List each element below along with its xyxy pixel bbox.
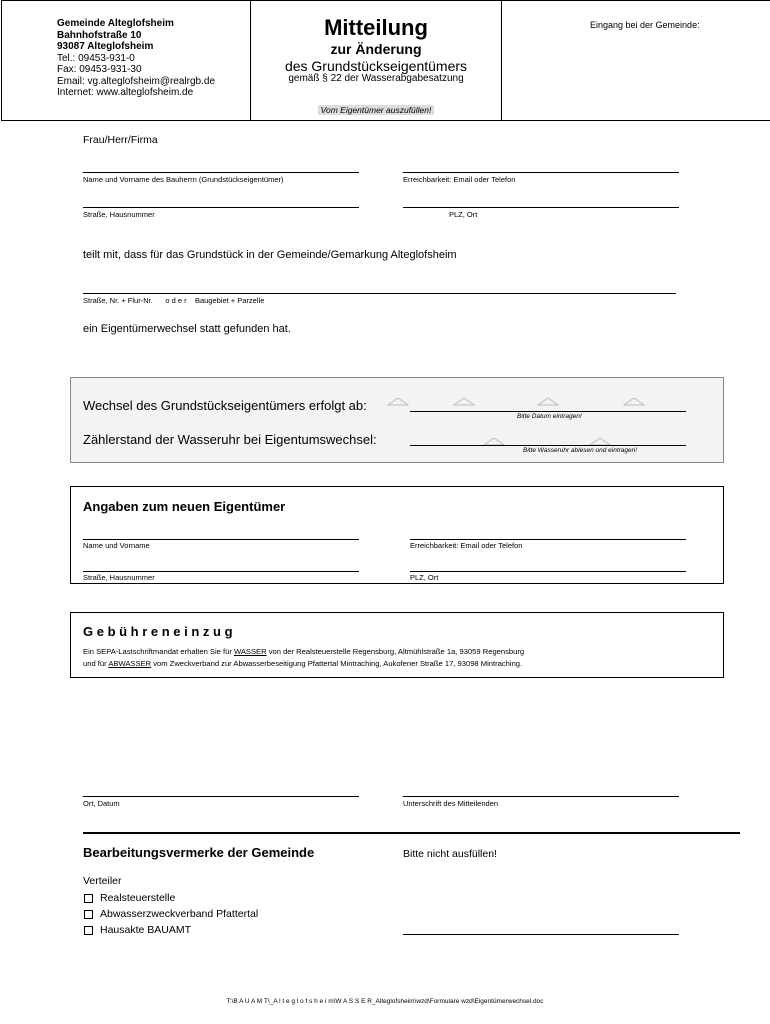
owner-contact-label: Erreichbarkeit: Email oder Telefon — [403, 175, 516, 184]
header-receipt-box[interactable] — [501, 0, 770, 121]
form-subtitle-3: gemäß § 22 der Wasserabgabesatzung — [288, 73, 464, 84]
watermark-icon — [537, 396, 559, 408]
municipality-street: Bahnhofstraße 10 — [57, 29, 142, 41]
form-title: Mitteilung — [324, 15, 428, 40]
fees-line-water-pre: Ein SEPA-Lastschriftmandat erhalten Sie für — [83, 647, 234, 656]
distribution-label: Verteiler — [83, 875, 122, 887]
municipality-name: Gemeinde Alteglofsheim — [57, 18, 174, 29]
property-label-area: Baugebiet + Parzelle — [194, 296, 265, 305]
place-date-label: Ort, Datum — [83, 799, 120, 808]
change-date-label: Wechsel des Grundstückseigentümers erfolgt ab: — [83, 398, 367, 413]
change-date-field[interactable] — [410, 411, 686, 412]
meter-reading-label: Zählerstand der Wasseruhr bei Eigentumswechsel: — [83, 432, 377, 447]
checkbox-tax-office-label: Realsteuerstelle — [100, 892, 176, 904]
owner-zip-label: PLZ, Ort — [449, 210, 478, 219]
owner-fill-note: Vom Eigentümer auszufüllen! — [318, 105, 435, 115]
receipt-label: Eingang bei der Gemeinde: — [590, 20, 700, 30]
fees-line-water-post: von der Realsteuerstelle Regensburg, Altmühlstraße 1a, 93059 Regensburg — [266, 647, 525, 656]
new-owner-contact-label: Erreichbarkeit: Email oder Telefon — [410, 541, 523, 550]
office-processing-field[interactable] — [403, 934, 679, 935]
fees-line-sewage-pre: und für — [83, 659, 109, 668]
watermark-icon — [453, 396, 475, 408]
fees-line-sewage-post: vom Zweckverband zur Abwasserbeseitigung Pfattertal Mintraching, Aukofener Straße 17, 93098 Mintraching. — [151, 659, 523, 668]
new-owner-zip-field[interactable] — [410, 571, 686, 572]
form-subtitle-2: des Grundstückseigentümers — [284, 58, 468, 74]
fees-section — [70, 612, 724, 678]
form-subtitle-1: zur Änderung — [330, 41, 422, 57]
owner-name-label: Name und Vorname des Bauherrn (Grundstückseigentümer) — [83, 175, 284, 184]
change-date-hint: Bitte Datum eintragen! — [517, 413, 582, 420]
watermark-icon — [387, 396, 409, 408]
checkbox-building-file[interactable] — [84, 926, 93, 935]
municipality-email: Email: vg.alteglofsheim@realrgb.de — [57, 75, 216, 87]
watermark-icon — [483, 436, 505, 448]
salutation-label: Frau/Herr/Firma — [83, 134, 158, 146]
owner-name-field[interactable] — [83, 172, 359, 173]
owner-contact-field[interactable] — [403, 172, 679, 173]
new-owner-name-field[interactable] — [83, 539, 359, 540]
property-address-label — [83, 296, 264, 305]
checkbox-building-file-label: Hausakte BAUAMT — [100, 924, 192, 936]
property-outro: ein Eigentümerwechsel statt gefunden hat. — [83, 323, 291, 335]
municipality-fax: Fax: 09453-931-30 — [57, 64, 142, 75]
new-owner-contact-field[interactable] — [410, 539, 686, 540]
header-title-box — [250, 0, 502, 121]
fees-line-water — [83, 647, 524, 656]
new-owner-street-field[interactable] — [83, 571, 359, 572]
new-owner-street-label: Straße, Hausnummer — [83, 573, 155, 582]
office-title: Bearbeitungsvermerke der Gemeinde — [83, 845, 315, 860]
municipality-internet: Internet: www.alteglofsheim.de — [57, 87, 194, 98]
new-owner-section — [70, 486, 724, 584]
new-owner-name-label: Name und Vorname — [83, 541, 150, 550]
watermark-icon — [623, 396, 645, 408]
signature-field[interactable] — [403, 796, 679, 797]
fees-water-term: WASSER — [233, 647, 267, 656]
property-label-or: o d e r — [165, 296, 187, 305]
owner-street-field[interactable] — [83, 207, 359, 208]
property-address-field[interactable] — [83, 293, 676, 294]
place-date-field[interactable] — [83, 796, 359, 797]
checkbox-sewage-association[interactable] — [84, 910, 93, 919]
owner-street-label: Straße, Hausnummer — [83, 210, 155, 219]
footer-file-path: T:\B A U A M T\_A l t e g l o f s h e i m\W A S S E R_Alteglofsheim\wzd\Formulare wzd\Eigentümerwechsel.doc — [226, 998, 544, 1005]
fees-sewage-term: ABWASSER — [108, 659, 152, 668]
municipality-city: 93087 Alteglofsheim — [57, 41, 154, 52]
signature-label: Unterschrift des Mitteilenden — [403, 799, 499, 808]
fees-title: G e b ü h r e n e i n z u g — [83, 624, 233, 639]
municipality-address — [57, 18, 215, 99]
meter-reading-field[interactable] — [410, 445, 686, 446]
header-address-box — [1, 0, 251, 121]
checkbox-tax-office[interactable] — [84, 894, 93, 903]
property-intro: teilt mit, dass für das Grundstück in der Gemeinde/Gemarkung Alteglofsheim — [83, 249, 457, 261]
fees-line-sewage — [83, 659, 522, 668]
office-note: Bitte nicht ausfüllen! — [403, 848, 497, 860]
municipality-tel: Tel.: 09453-931-0 — [57, 52, 135, 64]
change-section — [70, 377, 724, 463]
checkbox-sewage-association-label: Abwasserzweckverband Pfattertal — [100, 908, 259, 920]
owner-zip-field[interactable] — [403, 207, 679, 208]
office-divider — [83, 832, 740, 834]
meter-reading-hint: Bitte Wasseruhr ablesen und eintragen! — [523, 447, 638, 454]
property-label-street: Straße, Nr. + Flur-Nr. — [83, 296, 153, 305]
new-owner-title: Angaben zum neuen Eigentümer — [83, 499, 286, 514]
new-owner-zip-label: PLZ, Ort — [410, 573, 439, 582]
